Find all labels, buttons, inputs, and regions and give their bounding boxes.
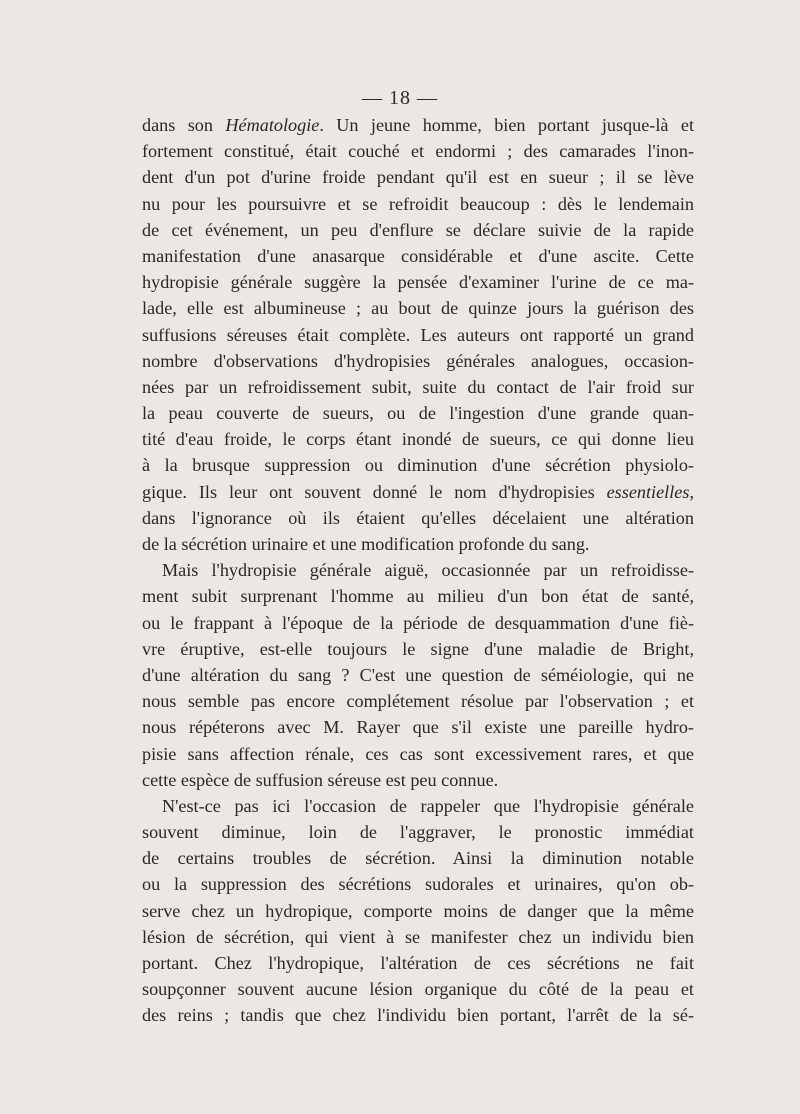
text-line: gique. Ils leur ont souvent donné le nom d'hydropisies essentielles,	[142, 481, 694, 502]
page-number: — 18 —	[362, 87, 438, 109]
text-line: nous répéterons avec M. Rayer que s'il existe une pareille hydro-	[142, 717, 694, 738]
text-line: cette espèce de suffusion séreuse est peu connue.	[142, 769, 499, 790]
text-line: dans l'ignorance où ils étaient qu'elles décelaient une altération	[142, 507, 694, 528]
text-line: de la sécrétion urinaire et une modification profonde du sang.	[142, 534, 590, 554]
text-line: ment subit surprenant l'homme au milieu d'un bon état de santé,	[142, 586, 694, 607]
text-line: lade, elle est albumineuse ; au bout de quinze jours la guérison des	[142, 298, 694, 319]
text-line: nous semble pas encore complétement résolue par l'observation ; et	[142, 691, 694, 712]
text-line: serve chez un hydropique, comporte moins de danger que la même	[142, 900, 694, 921]
text-line: à la brusque suppression ou diminution d'une sécrétion physiolo-	[142, 455, 694, 476]
text-line: des reins ; tandis que chez l'individu bien portant, l'arrêt de la sé-	[142, 1005, 694, 1026]
italic-term: essentielles	[606, 481, 690, 502]
paragraph-3	[142, 793, 694, 1029]
text-line: pisie sans affection rénale, ces cas sont excessivement rares, et que	[142, 743, 694, 764]
body-text	[142, 112, 694, 1029]
text-line: ou le frappant à l'époque de la période de desquammation d'une fiè-	[142, 612, 694, 633]
text-line: nées par un refroidissement subit, suite du contact de l'air froid sur	[142, 376, 694, 397]
text-line: de certains troubles de sécrétion. Ainsi la diminution notable	[142, 848, 694, 869]
text-line: nu pour les poursuivre et se refroidit beaucoup : dès le lendemain	[142, 193, 694, 214]
text-line: manifestation d'une anasarque considérable et d'une ascite. Cette	[142, 245, 694, 266]
text-line: la peau couverte de sueurs, ou de l'ingestion d'une grande quan-	[142, 403, 694, 424]
text-line: soupçonner souvent aucune lésion organique du côté de la peau et	[142, 979, 694, 1000]
text-line: de cet événement, un peu d'enflure se déclare suivie de la rapide	[142, 219, 694, 240]
text-line: N'est-ce pas ici l'occasion de rappeler que l'hydropisie générale	[162, 795, 694, 816]
text-line: nombre d'observations d'hydropisies générales analogues, occasion-	[142, 350, 694, 371]
paragraph-2	[142, 557, 694, 793]
text-line: suffusions séreuses était complète. Les auteurs ont rapporté un grand	[142, 324, 694, 345]
text-line: Mais l'hydropisie générale aiguë, occasionnée par un refroidisse-	[162, 560, 694, 581]
text-line: vre éruptive, est-elle toujours le signe d'une maladie de Bright,	[142, 638, 694, 659]
text-line: ou la suppression des sécrétions sudorales et urinaires, qu'on ob-	[142, 874, 694, 895]
paragraph-1	[142, 112, 694, 557]
italic-term: Hématologie	[225, 115, 320, 135]
text-line: fortement constitué, était couché et endormi ; des camarades l'inon-	[142, 141, 694, 162]
text-line: tité d'eau froide, le corps étant inondé de sueurs, ce qui donne lieu	[142, 429, 694, 450]
text-line: souvent diminue, loin de l'aggraver, le pronostic immédiat	[142, 822, 694, 843]
text-line: d'une altération du sang ? C'est une question de séméiologie, qui ne	[142, 664, 694, 685]
text-line: dent d'un pot d'urine froide pendant qu'il est en sueur ; il se lève	[142, 167, 694, 188]
text-line: dans son Hématologie. Un jeune homme, bien portant jusque-là et	[142, 115, 694, 135]
text-line: portant. Chez l'hydropique, l'altération de ces sécrétions ne fait	[142, 953, 694, 973]
text-line: lésion de sécrétion, qui vient à se manifester chez un individu bien	[142, 926, 694, 947]
text-line: hydropisie générale suggère la pensée d'examiner l'urine de ce ma-	[142, 272, 694, 293]
